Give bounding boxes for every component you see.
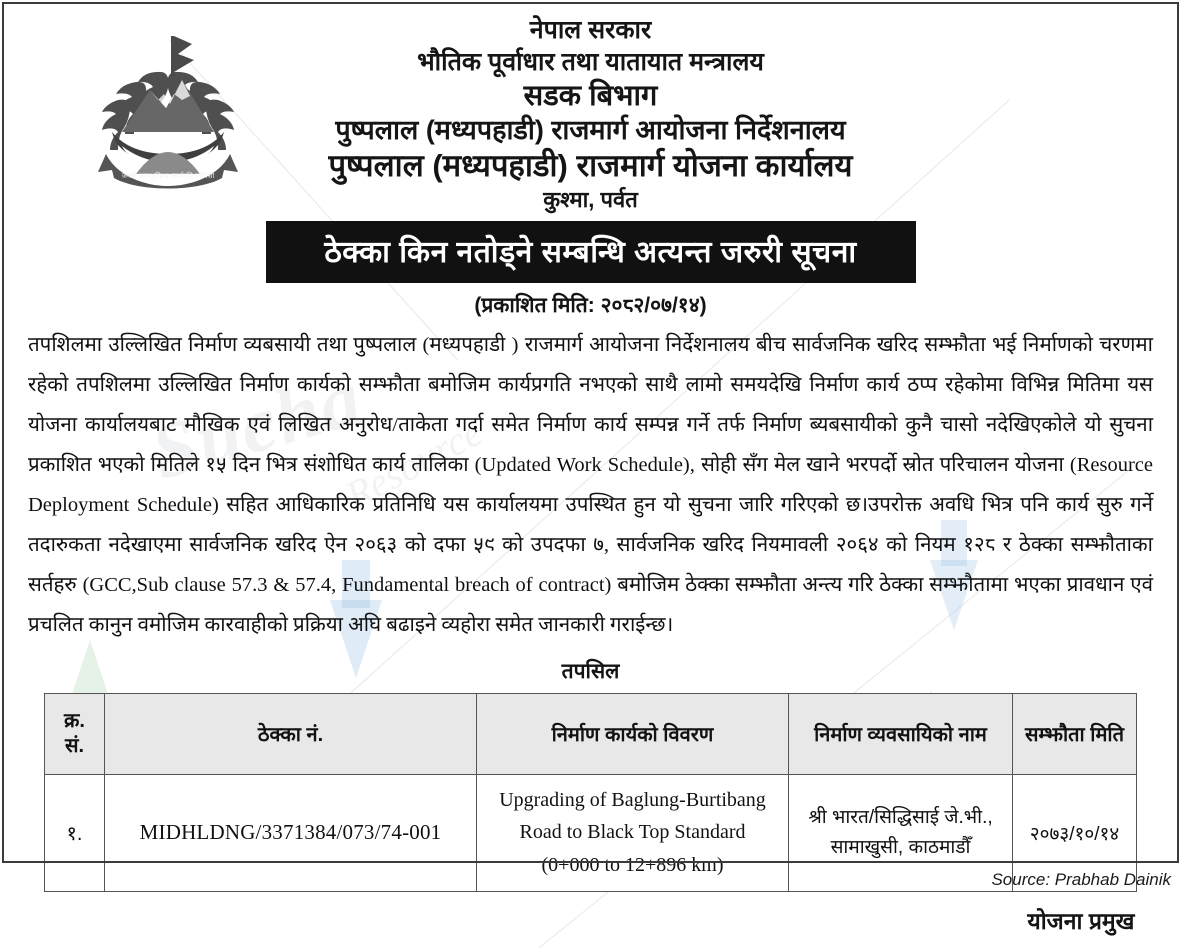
work-description-line3: (0+000 to 12+896 km) <box>541 853 724 876</box>
org-line-ministry: भौतिक पूर्वाधार तथा यातायात मन्त्रालय <box>417 47 764 76</box>
org-line-project-office: पुष्पलाल (मध्यपहाडी) राजमार्ग योजना कार्यालय <box>328 148 853 184</box>
schedule-heading: तपसिल <box>561 659 620 683</box>
cell-contract-no: MIDHLDNG/3371384/073/74-001 <box>105 774 477 891</box>
schedule-table <box>44 693 1137 892</box>
column-header-work-description: निर्माण कार्यको विवरण <box>477 693 789 774</box>
org-line-directorate: पुष्पलाल (मध्यपहाडी) राजमार्ग आयोजना निर्देशनालय <box>335 115 846 146</box>
org-line-country: नेपाल सरकार <box>529 16 652 44</box>
org-line-department: सडक बिभाग <box>523 80 658 112</box>
table-row <box>45 774 1137 891</box>
publication-date: (प्रकाशित मिति: २०८२/०७/१४) <box>474 293 707 317</box>
schedule-table-body <box>45 774 1137 891</box>
column-header-contract-no: ठेक्का नं. <box>105 693 477 774</box>
source-credit: Source: Prabhab Dainik <box>991 870 1171 889</box>
column-header-sn <box>45 693 105 774</box>
signoff-designation: योजना प्रमुख <box>1027 907 1135 934</box>
table-header-row <box>45 693 1137 774</box>
column-header-agreement-date: सम्झौता मिति <box>1013 693 1137 774</box>
watermark-text: Resource <box>338 409 490 518</box>
contractor-name-line1: श्री भारत/सिद्धिसाई जे.भी., <box>808 806 993 828</box>
column-header-contractor-name: निर्माण व्यवसायिको नाम <box>789 693 1013 774</box>
svg-text:जननी जन्मभूमिश्च स्वर्गादपि गर: जननी जन्मभूमिश्च स्वर्गादपि गरीयसी <box>121 172 215 180</box>
masthead <box>26 10 1155 319</box>
notice-body-paragraph: तपशिलमा उल्लिखित निर्माण व्यबसायी तथा पुष्पलाल (मध्यपहाडी ) राजमार्ग आयोजना निर्देशनालय बीच सार्वजनिक खरिद सम्झौता भई निर्माणको चरणमा रहेको तपशिलमा उल्लिखित निर्माण कार्यको सम्झौता बमोजिम कार्यप्रगति नभएको साथै लामो समयदेखि निर्माण कार्य ठप्प रहेकोमा विभिन्न मितिमा यस योजना कार्यालयबाट मौखिक एवं लिखित अनुरोध/ताकेता गर्दा समेत निर्माण कार्य सम्पन्न गर्ने तर्फ निर्माण ब्यबसायीको कुनै चासो नदेखिएकोले यो सुचना प्रकाशित भएको मितिले १५ दिन भित्र संशोधित कार्य तालिका (Updated Work Schedule), सोही सँग मेल खाने भरपर्दो स्रोत परिचालन योजना (Resource Deployment Schedule) सहित आधिकारिक प्रतिनिधि यस कार्यालयमा उपस्थित हुन यो सुचना जारि गरिएको छ।उपरोक्त अवधि भित्र पनि कार्य सुरु गर्ने तदारुकता नदेखाएमा सार्वजनिक खरिद ऐन २०६३ को दफा ५९ को उपदफा ७, सार्वजनिक खरिद नियमावली २०६४ को नियम १२८ र ठेक्का सम्झौताका सर्तहरु (GCC,Sub clause 57.3 & 57.4, Fundamental breach of contract) बमोजिम ठेक्का सम्झौता अन्त्य गरि ठेक्का सम्झौतामा भएका प्रावधान एवं प्रचलित कानुन वमोजिम कारवाहीको प्रक्रिया अघि बढाइने व्यहोरा समेत जानकारी गराईन्छ। <box>28 333 1153 636</box>
cell-agreement-date: २०७३/१०/१४ <box>1013 774 1137 891</box>
notice-title-banner: ठेक्का किन नतोड्ने सम्बन्धि अत्यन्त जरुरी सूचना <box>266 221 916 283</box>
column-header-sn-line2: सं. <box>64 734 85 757</box>
watermark-text: Sucha <box>142 353 372 496</box>
org-line-location: कुश्मा, पर्वत <box>543 186 638 212</box>
cell-sn: १. <box>45 774 105 891</box>
work-description-line2: Road to Black Top Standard <box>519 821 746 844</box>
cell-work-description <box>477 774 789 891</box>
contractor-name-line2: सामाखुसी, काठमाडौँ <box>830 836 971 858</box>
cell-contractor-name <box>789 774 1013 891</box>
work-description-line1: Upgrading of Baglung-Burtibang <box>499 789 766 812</box>
schedule-table-head <box>45 693 1137 774</box>
column-header-sn-line1: क्र. <box>64 710 85 733</box>
nepal-government-emblem-icon <box>78 28 258 208</box>
